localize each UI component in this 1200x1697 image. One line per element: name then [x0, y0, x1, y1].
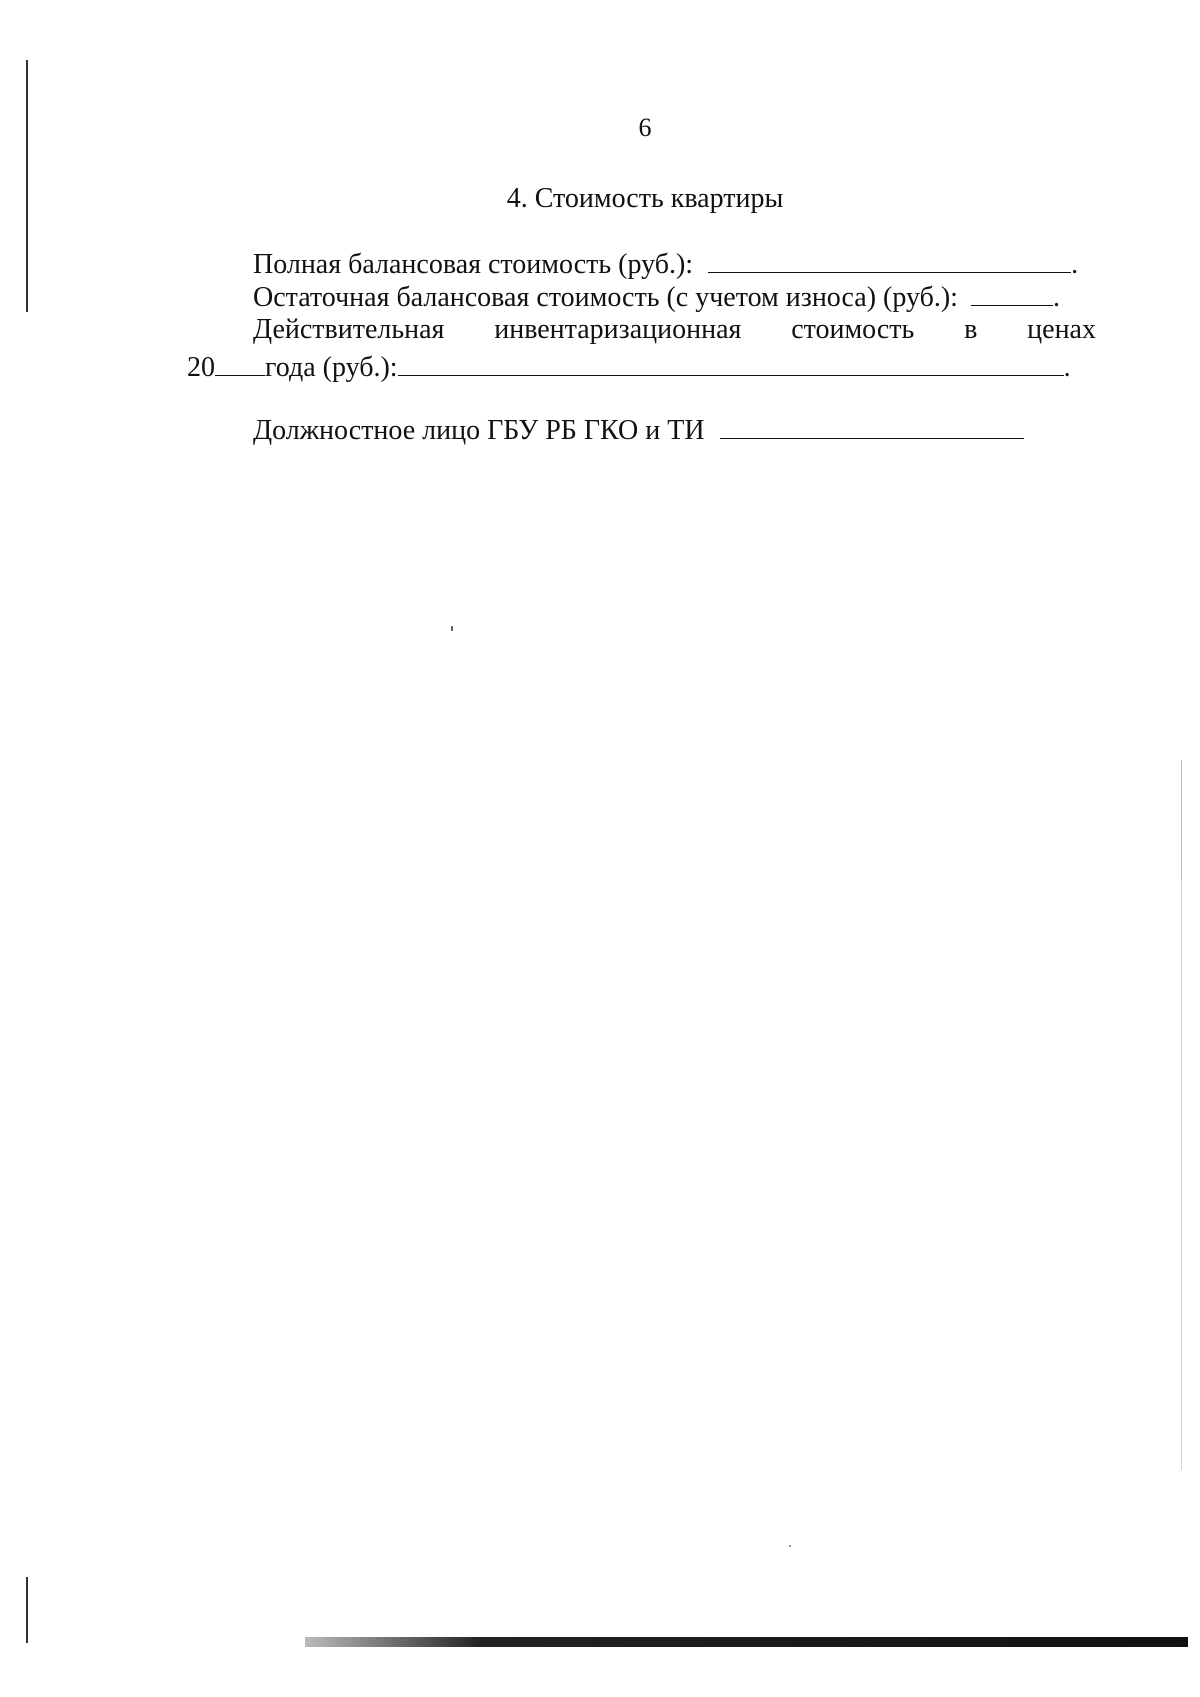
- residual-balance-line: [253, 281, 1060, 315]
- actual-inventory-word: инвентаризационная: [494, 314, 742, 345]
- full-balance-blank: [708, 248, 1071, 273]
- actual-inventory-line: [253, 313, 1096, 347]
- year-prefix: 20: [187, 352, 215, 383]
- full-balance-label: Полная балансовая стоимость (руб.):: [253, 249, 694, 280]
- year-line-end: .: [1063, 352, 1071, 383]
- full-balance-line: [253, 248, 1078, 282]
- year-suffix-label: года (руб.):: [265, 352, 398, 383]
- scan-margin-line-bottom: [26, 1577, 28, 1643]
- signature-blank: [720, 414, 1024, 439]
- year-value-blank: [398, 351, 1064, 376]
- year-line: [187, 351, 1071, 385]
- actual-inventory-word: в: [964, 314, 978, 345]
- residual-balance-end: .: [1052, 282, 1060, 313]
- actual-inventory-word: Действительная: [253, 314, 445, 345]
- residual-balance-label: Остаточная балансовая стоимость (с учетом износа) (руб.):: [253, 282, 958, 313]
- residual-balance-blank: [971, 281, 1053, 306]
- scan-right-edge-line: [1181, 760, 1182, 880]
- scan-speck: [789, 1545, 791, 1547]
- signature-label: Должностное лицо ГБУ РБ ГКО и ТИ: [253, 415, 705, 446]
- scan-bottom-bar: [305, 1637, 1188, 1647]
- year-blank: [215, 351, 265, 376]
- actual-inventory-word: ценах: [1027, 314, 1096, 345]
- scan-right-edge-line: [1181, 880, 1182, 1470]
- signature-line: [253, 414, 1024, 448]
- section-title: 4. Стоимость квартиры: [506, 183, 784, 214]
- full-balance-end: .: [1071, 249, 1079, 280]
- page-number: 6: [638, 113, 652, 142]
- scan-speck: [451, 626, 453, 631]
- actual-inventory-word: стоимость: [791, 314, 915, 345]
